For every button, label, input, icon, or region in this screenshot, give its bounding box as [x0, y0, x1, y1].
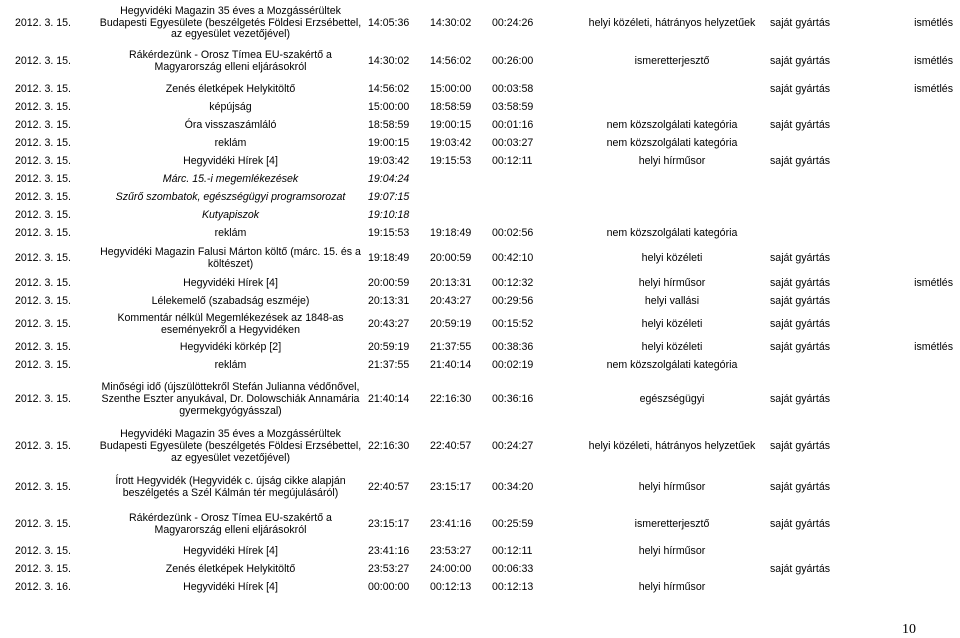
- category-cell: [576, 207, 768, 225]
- repeat-cell: ismétlés: [914, 341, 953, 354]
- repeat-cell: [886, 507, 955, 543]
- duration-cell: 00:12:13: [492, 581, 534, 594]
- end-time-cell: 14:56:02: [430, 55, 472, 68]
- end-time-cell: 22:40:57: [430, 440, 472, 453]
- end-time-cell: 19:15:53: [430, 155, 472, 168]
- date-cell: 2012. 3. 15.: [15, 440, 71, 453]
- start-time-cell: 21:40:14: [368, 393, 410, 406]
- duration-cell: 00:02:19: [492, 359, 534, 372]
- duration-cell: 00:12:11: [492, 545, 533, 558]
- program-cell: Lélekemelő (szabadság eszméje): [151, 295, 310, 308]
- program-cell: Hegyvidéki Hírek [4]: [183, 155, 278, 168]
- category-cell: [576, 171, 768, 189]
- category-cell: helyi hírműsor: [638, 581, 706, 594]
- production-cell: [768, 99, 886, 117]
- start-time-cell: 21:37:55: [368, 359, 410, 372]
- production-cell: saját gyártás: [770, 518, 831, 531]
- start-time-cell: 23:15:17: [368, 518, 410, 531]
- production-cell: [768, 225, 886, 243]
- production-cell: [768, 357, 886, 375]
- start-time-cell: 19:07:15: [368, 191, 410, 204]
- end-time-cell: [430, 171, 492, 189]
- production-cell: [768, 189, 886, 207]
- end-time-cell: 20:00:59: [430, 252, 472, 265]
- schedule-row: [5, 189, 955, 207]
- duration-cell: 00:24:26: [492, 16, 534, 29]
- date-cell: 2012. 3. 15.: [15, 545, 71, 558]
- category-cell: helyi közéleti, hátrányos helyzetűek: [588, 16, 756, 29]
- program-cell: Hegyvidéki Magazin Falusi Márton költő (márc. 15. és a költészet): [100, 246, 361, 270]
- schedule-row: [5, 543, 955, 561]
- end-time-cell: 22:16:30: [430, 393, 472, 406]
- program-cell: képújság: [209, 101, 252, 114]
- production-cell: saját gyártás: [770, 277, 831, 290]
- end-time-cell: 15:00:00: [430, 83, 472, 96]
- production-cell: saját gyártás: [770, 16, 831, 29]
- schedule-row: [5, 579, 955, 597]
- end-time-cell: 20:59:19: [430, 318, 472, 331]
- start-time-cell: 20:59:19: [368, 341, 410, 354]
- date-cell: 2012. 3. 15.: [15, 341, 71, 354]
- category-cell: helyi hírműsor: [638, 545, 706, 558]
- schedule-row: [5, 43, 955, 81]
- program-cell: Kutyapiszok: [201, 209, 260, 222]
- start-time-cell: 14:30:02: [368, 55, 410, 68]
- date-cell: 2012. 3. 15.: [15, 481, 71, 494]
- schedule-row: [5, 339, 955, 357]
- category-cell: egészségügyi: [639, 393, 705, 406]
- repeat-cell: [886, 425, 955, 469]
- production-cell: [768, 207, 886, 225]
- schedule-row: [5, 243, 955, 275]
- date-cell: 2012. 3. 15.: [15, 318, 71, 331]
- date-cell: 2012. 3. 15.: [15, 393, 71, 406]
- duration-cell: 00:12:11: [492, 155, 533, 168]
- repeat-cell: [886, 375, 955, 425]
- repeat-cell: ismétlés: [914, 83, 953, 96]
- production-cell: [768, 135, 886, 153]
- schedule-row: [5, 425, 955, 469]
- date-cell: 2012. 3. 15.: [15, 227, 71, 240]
- production-cell: saját gyártás: [770, 563, 831, 576]
- start-time-cell: 18:58:59: [368, 119, 410, 132]
- duration-cell: 00:29:56: [492, 295, 534, 308]
- end-time-cell: 23:53:27: [430, 545, 472, 558]
- schedule-row: [5, 4, 955, 43]
- start-time-cell: 19:10:18: [368, 209, 410, 222]
- schedule-row: [5, 561, 955, 579]
- date-cell: 2012. 3. 16.: [15, 581, 71, 594]
- category-cell: nem közszolgálati kategória: [606, 227, 738, 240]
- date-cell: 2012. 3. 15.: [15, 209, 71, 222]
- category-cell: nem közszolgálati kategória: [606, 119, 738, 132]
- end-time-cell: [430, 207, 492, 225]
- end-time-cell: 00:12:13: [430, 581, 472, 594]
- category-cell: ismeretterjesztő: [634, 55, 710, 68]
- production-cell: [768, 543, 886, 561]
- schedule-row: [5, 469, 955, 507]
- program-cell: Rákérdezünk - Orosz Tímea EU-szakértő a Magyarország elleni eljárásokról: [129, 49, 332, 73]
- program-cell: Zenés életképek Helykitöltő: [165, 83, 296, 96]
- end-time-cell: 20:43:27: [430, 295, 472, 308]
- start-time-cell: 14:56:02: [368, 83, 410, 96]
- end-time-cell: 23:41:16: [430, 518, 472, 531]
- date-cell: 2012. 3. 15.: [15, 137, 71, 150]
- duration-cell: 00:03:27: [492, 137, 534, 150]
- category-cell: helyi közéleti: [641, 318, 703, 331]
- duration-cell: 00:15:52: [492, 318, 534, 331]
- repeat-cell: [886, 311, 955, 339]
- start-time-cell: 19:03:42: [368, 155, 410, 168]
- schedule-row: [5, 171, 955, 189]
- schedule-row: [5, 507, 955, 543]
- date-cell: 2012. 3. 15.: [15, 83, 71, 96]
- duration-cell: 00:25:59: [492, 518, 534, 531]
- program-cell: reklám: [214, 137, 247, 150]
- repeat-cell: [886, 153, 955, 171]
- category-cell: [576, 99, 768, 117]
- date-cell: 2012. 3. 15.: [15, 101, 71, 114]
- duration-cell: 00:42:10: [492, 252, 534, 265]
- date-cell: 2012. 3. 15.: [15, 252, 71, 265]
- category-cell: [576, 81, 768, 99]
- repeat-cell: [886, 225, 955, 243]
- end-time-cell: 20:13:31: [430, 277, 472, 290]
- end-time-cell: 14:30:02: [430, 16, 472, 29]
- schedule-row: [5, 117, 955, 135]
- production-cell: saját gyártás: [770, 341, 831, 354]
- program-cell: Szűrő szombatok, egészségügyi programsorozat: [115, 191, 346, 204]
- production-cell: [768, 171, 886, 189]
- repeat-cell: [886, 561, 955, 579]
- repeat-cell: [886, 171, 955, 189]
- schedule-row: [5, 225, 955, 243]
- production-cell: saját gyártás: [770, 155, 831, 168]
- start-time-cell: 00:00:00: [368, 581, 410, 594]
- start-time-cell: 14:05:36: [368, 16, 410, 29]
- category-cell: [576, 561, 768, 579]
- start-time-cell: 19:04:24: [368, 173, 410, 186]
- end-time-cell: 19:18:49: [430, 227, 472, 240]
- start-time-cell: 20:43:27: [368, 318, 410, 331]
- category-cell: helyi közéleti: [641, 252, 703, 265]
- production-cell: saját gyártás: [770, 119, 831, 132]
- start-time-cell: 22:16:30: [368, 440, 410, 453]
- duration-cell: 00:01:16: [492, 119, 534, 132]
- production-cell: saját gyártás: [770, 83, 831, 96]
- start-time-cell: 15:00:00: [368, 101, 410, 114]
- program-cell: Minőségi idő (újszülöttekről Stefán Julianna védőnővel, Szenthe Eszter anyukával, Dr. Dolowschiák Annamária gyermekgyógyásszal): [101, 381, 360, 417]
- duration-cell: 03:58:59: [492, 101, 534, 114]
- schedule-row: [5, 375, 955, 425]
- program-cell: Hegyvidéki Hírek [4]: [183, 277, 278, 290]
- page-number: 10: [902, 622, 916, 637]
- duration-cell: [492, 207, 576, 225]
- category-cell: helyi vallási: [644, 295, 700, 308]
- repeat-cell: [886, 357, 955, 375]
- program-cell: Hegyvidéki Hírek [4]: [183, 545, 278, 558]
- repeat-cell: [886, 207, 955, 225]
- duration-cell: 00:38:36: [492, 341, 534, 354]
- repeat-cell: [886, 293, 955, 311]
- production-cell: [768, 579, 886, 597]
- production-cell: saját gyártás: [770, 295, 831, 308]
- program-cell: Kommentár nélkül Megemlékezések az 1848-as eseményekről a Hegyvidéken: [117, 312, 344, 336]
- start-time-cell: 22:40:57: [368, 481, 410, 494]
- end-time-cell: 21:37:55: [430, 341, 472, 354]
- date-cell: 2012. 3. 15.: [15, 119, 71, 132]
- production-cell: saját gyártás: [770, 481, 831, 494]
- production-cell: saját gyártás: [770, 440, 831, 453]
- production-cell: saját gyártás: [770, 318, 831, 331]
- schedule-row: [5, 81, 955, 99]
- end-time-cell: 24:00:00: [430, 563, 472, 576]
- date-cell: 2012. 3. 15.: [15, 16, 71, 29]
- start-time-cell: 19:00:15: [368, 137, 410, 150]
- repeat-cell: [886, 579, 955, 597]
- repeat-cell: [886, 99, 955, 117]
- schedule-row: [5, 293, 955, 311]
- date-cell: 2012. 3. 15.: [15, 55, 71, 68]
- schedule-row: [5, 311, 955, 339]
- start-time-cell: 19:15:53: [368, 227, 410, 240]
- end-time-cell: 19:00:15: [430, 119, 472, 132]
- date-cell: 2012. 3. 15.: [15, 191, 71, 204]
- duration-cell: 00:24:27: [492, 440, 534, 453]
- start-time-cell: 19:18:49: [368, 252, 410, 265]
- duration-cell: 00:36:16: [492, 393, 534, 406]
- repeat-cell: [886, 543, 955, 561]
- program-cell: Márc. 15.-i megemlékezések: [162, 173, 299, 186]
- program-cell: Hegyvidéki Magazin 35 éves a Mozgássérültek Budapesti Egyesülete (beszélgetés Földesi Erzsébettel, az egyesület vezetőjével): [99, 4, 362, 41]
- category-cell: helyi közéleti: [641, 341, 703, 354]
- schedule-row: [5, 207, 955, 225]
- category-cell: nem közszolgálati kategória: [606, 137, 738, 150]
- category-cell: ismeretterjesztő: [634, 518, 710, 531]
- end-time-cell: 19:03:42: [430, 137, 472, 150]
- date-cell: 2012. 3. 15.: [15, 518, 71, 531]
- repeat-cell: [886, 189, 955, 207]
- category-cell: [576, 189, 768, 207]
- program-cell: reklám: [214, 227, 247, 240]
- program-cell: reklám: [214, 359, 247, 372]
- schedule-row: [5, 153, 955, 171]
- duration-cell: 00:02:56: [492, 227, 534, 240]
- broadcast-schedule-table: [5, 4, 955, 597]
- schedule-row: [5, 357, 955, 375]
- category-cell: nem közszolgálati kategória: [606, 359, 738, 372]
- schedule-row: [5, 275, 955, 293]
- start-time-cell: 20:00:59: [368, 277, 410, 290]
- repeat-cell: [886, 117, 955, 135]
- end-time-cell: 21:40:14: [430, 359, 472, 372]
- end-time-cell: 18:58:59: [430, 101, 472, 114]
- category-cell: helyi hírműsor: [638, 277, 706, 290]
- repeat-cell: ismétlés: [914, 277, 953, 290]
- repeat-cell: [886, 135, 955, 153]
- duration-cell: [492, 189, 576, 207]
- category-cell: helyi hírműsor: [638, 481, 706, 494]
- date-cell: 2012. 3. 15.: [15, 277, 71, 290]
- date-cell: 2012. 3. 15.: [15, 563, 71, 576]
- schedule-row: [5, 135, 955, 153]
- start-time-cell: 20:13:31: [368, 295, 410, 308]
- duration-cell: 00:12:32: [492, 277, 534, 290]
- duration-cell: [492, 171, 576, 189]
- production-cell: saját gyártás: [770, 252, 831, 265]
- category-cell: helyi közéleti, hátrányos helyzetűek: [588, 440, 756, 453]
- end-time-cell: 23:15:17: [430, 481, 472, 494]
- duration-cell: 00:06:33: [492, 563, 534, 576]
- repeat-cell: ismétlés: [914, 16, 953, 29]
- program-cell: Hegyvidéki Magazin 35 éves a Mozgássérültek Budapesti Egyesülete (beszélgetés Földesi Erzsébettel, az egyesület vezetőjével): [99, 428, 362, 464]
- program-cell: Rákérdezünk - Orosz Tímea EU-szakértő a Magyarország elleni eljárásokról: [129, 512, 332, 536]
- date-cell: 2012. 3. 15.: [15, 173, 71, 186]
- start-time-cell: 23:41:16: [368, 545, 410, 558]
- production-cell: saját gyártás: [770, 55, 831, 68]
- end-time-cell: [430, 189, 492, 207]
- production-cell: saját gyártás: [770, 393, 831, 406]
- date-cell: 2012. 3. 15.: [15, 359, 71, 372]
- repeat-cell: [886, 469, 955, 507]
- program-cell: Írott Hegyvidék (Hegyvidék c. újság cikke alapján beszélgetés a Szél Kálmán tér megújulásáról): [115, 475, 346, 499]
- duration-cell: 00:26:00: [492, 55, 534, 68]
- program-cell: Hegyvidéki körkép [2]: [179, 341, 282, 354]
- schedule-body: [5, 4, 955, 597]
- start-time-cell: 23:53:27: [368, 563, 410, 576]
- date-cell: 2012. 3. 15.: [15, 155, 71, 168]
- category-cell: helyi hírműsor: [638, 155, 706, 168]
- program-cell: Óra visszaszámláló: [184, 119, 277, 132]
- date-cell: 2012. 3. 15.: [15, 295, 71, 308]
- duration-cell: 00:34:20: [492, 481, 534, 494]
- repeat-cell: ismétlés: [914, 55, 953, 68]
- program-cell: Zenés életképek Helykitöltő: [165, 563, 296, 576]
- duration-cell: 00:03:58: [492, 83, 534, 96]
- program-cell: Hegyvidéki Hírek [4]: [183, 581, 278, 594]
- schedule-row: [5, 99, 955, 117]
- repeat-cell: [886, 243, 955, 275]
